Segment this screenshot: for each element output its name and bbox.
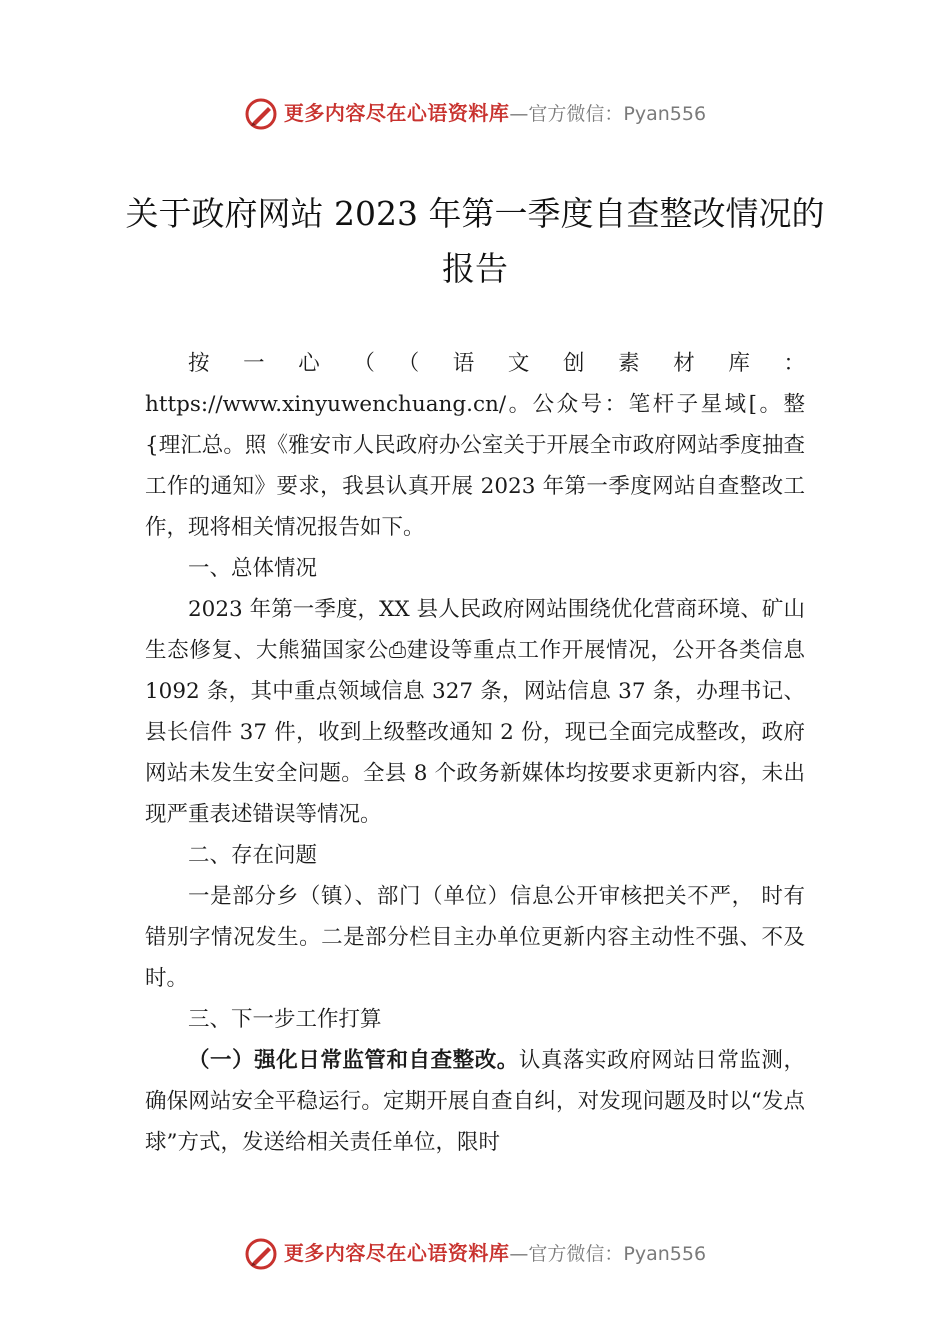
- banner-tail: —官方微信：Pyan556: [509, 1243, 707, 1265]
- pen-logo-icon: [244, 97, 278, 131]
- footer-banner: [0, 1236, 950, 1271]
- section-heading-1: 一、总体情况: [188, 556, 318, 581]
- section-heading-2: 二、存在问题: [188, 843, 318, 868]
- banner-tail: —官方微信：Pyan556: [509, 103, 707, 125]
- problems-paragraph: 一是部分乡（镇）、部门（单位）信息公开审核把关不严， 时有错别字情况发生。二是部分栏目主办单位更新内容主动性不强、不及时。: [145, 884, 805, 991]
- banner-text: [284, 96, 706, 131]
- overall-paragraph: 2023 年第一季度，XX 县人民政府网站围绕优化营商环境、矿山生态修复、大熊猫国家公⎙建设等重点工作开展情况，公开各类信息 1092 条，其中重点领域信息 327 条，网站信息 37 条，办理书记、县长信件 37 件，收到上级整改通知 2 份，现已全面完成整改，政府网站未发生安全问题。全县 8 个政务新媒体均按要求更新内容，未出现严重表述错误等情况。: [145, 597, 805, 827]
- pen-logo-icon: [244, 1237, 278, 1271]
- document-body: [145, 343, 805, 1163]
- next-steps-subheading: （一）强化日常监管和自查整改。: [188, 1048, 519, 1073]
- intro-paragraph: 按一心（（语文创素材库：https://www.xinyuwenchuang.cn/。公众号：笔杆子星域[。整{理汇总。照《雅安市人民政府办公室关于开展全市政府网站季度抽查工作的通知》要求，我县认真开展 2023 年第一季度网站自查整改工作，现将相关情况报告如下。: [145, 351, 805, 540]
- next-steps-paragraph: [145, 1040, 805, 1163]
- banner-text: [284, 1236, 706, 1271]
- banner-lead: 更多内容尽在心语资料库: [283, 1241, 510, 1265]
- header-banner: [0, 96, 950, 131]
- section-heading-3: 三、下一步工作打算: [188, 1007, 382, 1032]
- document-title: 关于政府网站 2023 年第一季度自查整改情况的报告: [125, 194, 825, 288]
- banner-lead: 更多内容尽在心语资料库: [283, 101, 510, 125]
- next-steps-text: 认真落实政府网站日常监测，确保网站安全平稳运行。定期开展自查自纠，对发现问题及时以“发点球”方式，发送给相关责任单位，限时: [145, 1048, 805, 1155]
